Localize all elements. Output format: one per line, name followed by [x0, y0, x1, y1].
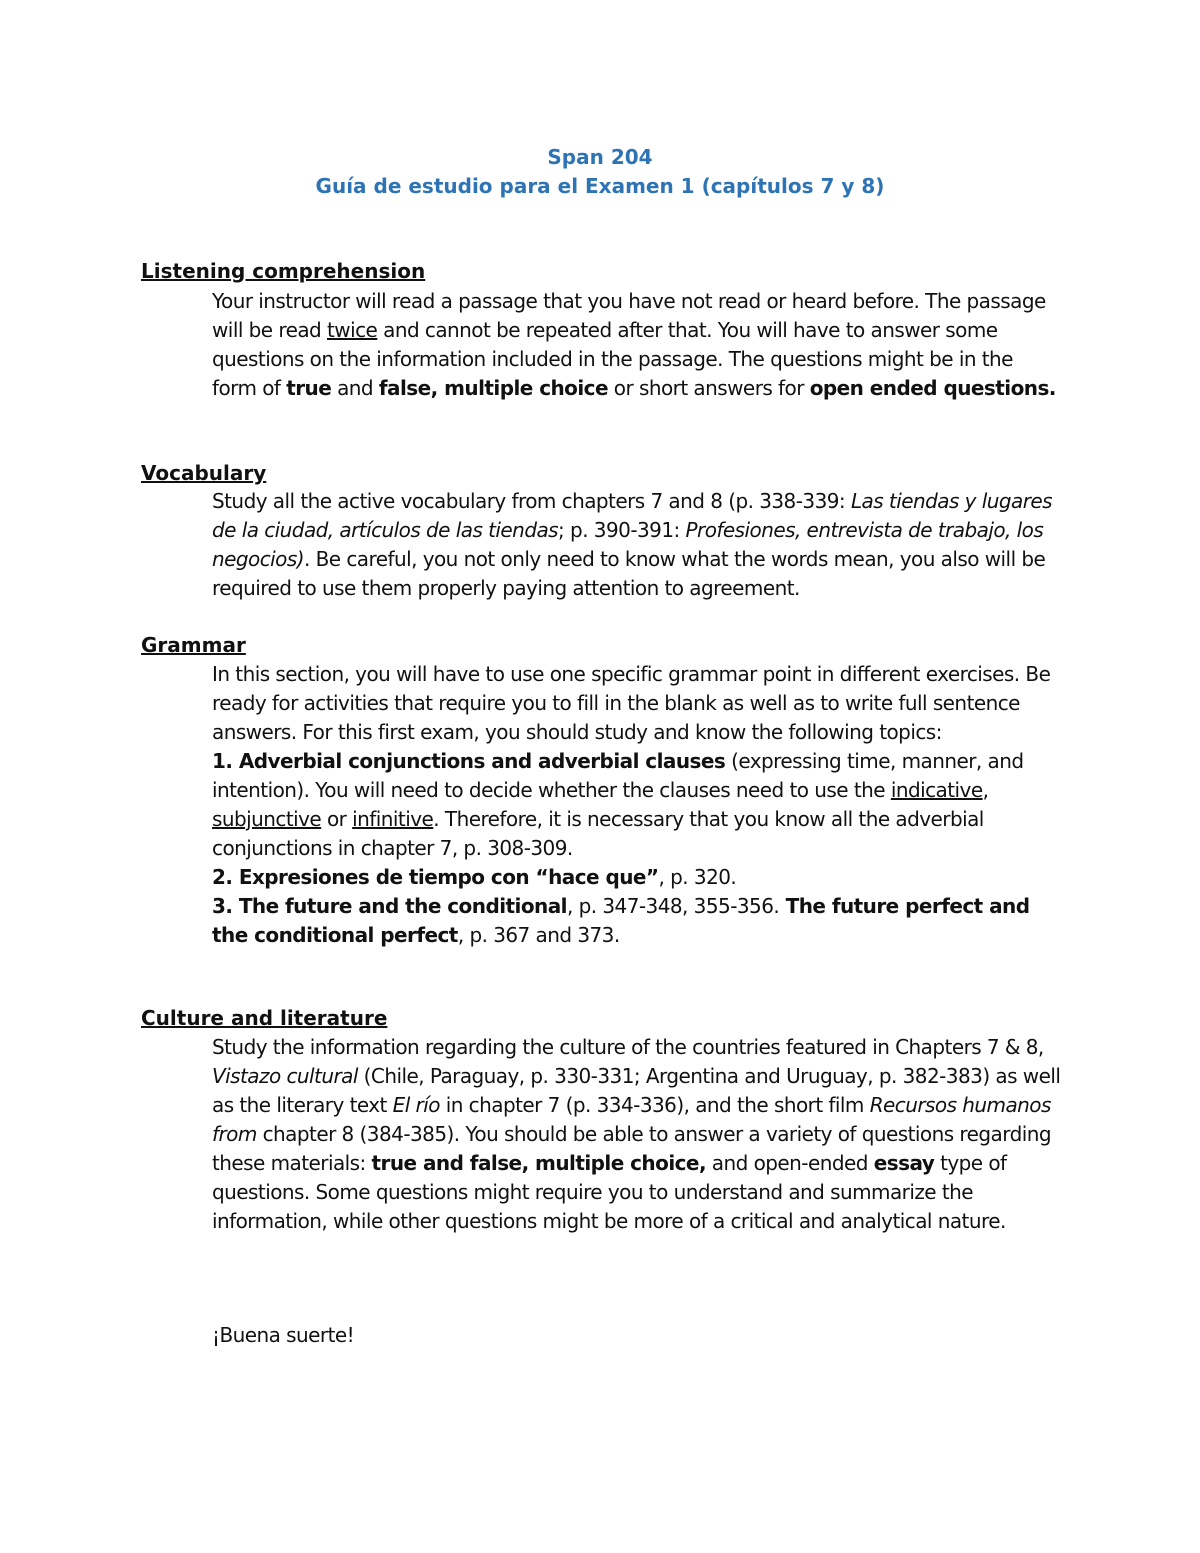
culture-paragraph: Study the information regarding the culture of the countries featured in Chapters 7 & 8, Vistazo cultural (Chile, Paraguay, p. 330-331; Argentina and Uruguay, p. 382-383) as well as the literary text El río in chapter 7 (p. 334-336), and the short film Recursos humanos from chapter 8 (384-385). You should be able to answer a variety of questions regarding these materials: true and false, multiple choice, and open-ended essay type of questions. Some questions might require you to understand and summarize the information, while other questions might be more of a critical and analytical nature.	[212, 1035, 1061, 1233]
vocabulary-paragraph: Study all the active vocabulary from chapters 7 and 8 (p. 338-339: Las tiendas y lugares de la ciudad, artículos de las tiendas; p. 390-391: Profesiones, entrevista de trabajo, los negocios). Be careful, you not only need to know what the words mean, you also will be required to use them properly paying attention to agreement.	[212, 489, 1052, 600]
culture-heading: Culture and literature	[141, 1006, 388, 1030]
listening-heading: Listening comprehension	[141, 259, 426, 283]
grammar-item-1: 1. Adverbial conjunctions and adverbial clauses (expressing time, manner, and intention). You will need to decide whether the clauses need to use the indicative, subjunctive or infinitive. Therefore, it is necessary that you know all the adverbial conjunctions in chapter 7, p. 308-309.	[212, 749, 1024, 860]
listening-paragraph: Your instructor will read a passage that you have not read or heard before. The passage will be read twice and cannot be repeated after that. You will have to answer some questions on the information included in the passage. The questions might be in the form of true and false, multiple choice or short answers for open ended questions.	[212, 289, 1056, 400]
vocabulary-heading: Vocabulary	[141, 461, 267, 485]
twice-underlined: twice	[327, 318, 378, 342]
document-subtitle: Guía de estudio para el Examen 1 (capítulos 7 y 8)	[315, 174, 885, 198]
grammar-paragraph	[212, 660, 1062, 950]
grammar-intro: In this section, you will have to use one specific grammar point in different exercises. Be ready for activities that require you to fill in the blank as well as to write full sentence answers. For this first exam, you should study and know the following topics:	[212, 662, 1051, 744]
course-title: Span 204	[547, 145, 653, 169]
closing-text: ¡Buena suerte!	[212, 1323, 355, 1347]
grammar-item-2: 2. Expresiones de tiempo con “hace que”, p. 320.	[212, 865, 737, 889]
grammar-item-3: 3. The future and the conditional, p. 347-348, 355-356. The future perfect and the conditional perfect, p. 367 and 373.	[212, 894, 1030, 947]
grammar-heading: Grammar	[141, 633, 246, 657]
